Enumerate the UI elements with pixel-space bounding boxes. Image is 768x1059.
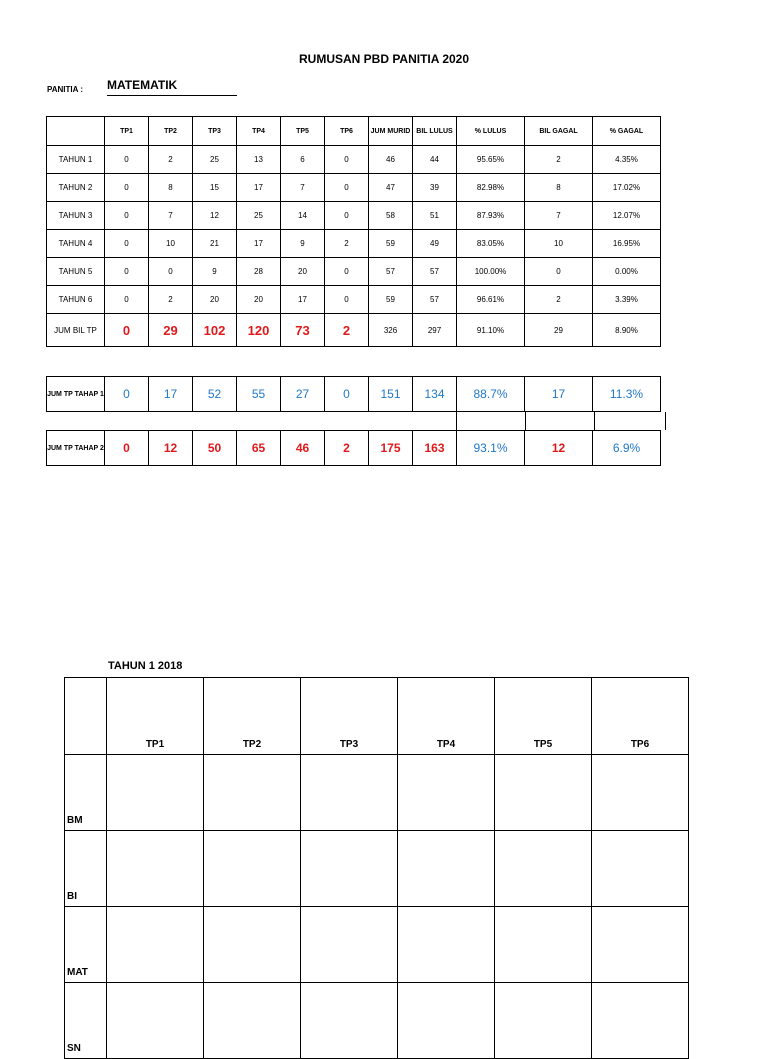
- total-cell: 2: [325, 314, 369, 347]
- table-cell: 44: [413, 146, 457, 174]
- table-cell: 0: [105, 174, 149, 202]
- table-cell: 57: [413, 258, 457, 286]
- total-cell: 91.10%: [457, 314, 525, 347]
- tahap1-cell: 0: [325, 377, 369, 412]
- table-cell: [107, 755, 204, 831]
- table-cell: 20: [281, 258, 325, 286]
- table-cell: [592, 983, 689, 1059]
- table-cell: 0: [525, 258, 593, 286]
- tahap1-cell: 27: [281, 377, 325, 412]
- subject-row: [65, 831, 689, 907]
- table-row: [47, 286, 661, 314]
- table-cell: 46: [369, 146, 413, 174]
- table-cell: 16.95%: [593, 230, 661, 258]
- table-cell: 0: [105, 286, 149, 314]
- table-cell: 47: [369, 174, 413, 202]
- table-cell: [398, 755, 495, 831]
- header-cell: TP4: [237, 117, 281, 146]
- table-cell: 10: [525, 230, 593, 258]
- tahap2-cell: 46: [281, 431, 325, 466]
- table-cell: 51: [413, 202, 457, 230]
- table-row: [47, 146, 661, 174]
- header-cell: [47, 117, 105, 146]
- table-cell: 13: [237, 146, 281, 174]
- table-cell: 83.05%: [457, 230, 525, 258]
- table-cell: 17: [237, 230, 281, 258]
- table-cell: 20: [193, 286, 237, 314]
- table-cell: [495, 755, 592, 831]
- table-cell: 0: [325, 174, 369, 202]
- total-cell: 8.90%: [593, 314, 661, 347]
- table-cell: 8: [525, 174, 593, 202]
- tahap1-label: JUM TP TAHAP 1: [47, 377, 105, 412]
- table-cell: [592, 755, 689, 831]
- table-row: [47, 202, 661, 230]
- tp-header-row: [65, 678, 689, 755]
- row-label: TAHUN 6: [47, 286, 105, 314]
- table-cell: 21: [193, 230, 237, 258]
- table-cell: 4.35%: [593, 146, 661, 174]
- table-cell: [204, 983, 301, 1059]
- table-cell: 57: [413, 286, 457, 314]
- tahap1-cell: 0: [105, 377, 149, 412]
- table-cell: [204, 907, 301, 983]
- table-cell: [592, 907, 689, 983]
- table-cell: 17.02%: [593, 174, 661, 202]
- table-cell: [495, 983, 592, 1059]
- header-row: [47, 117, 661, 146]
- table-cell: 2: [525, 286, 593, 314]
- tahap2-cell: 6.9%: [593, 431, 661, 466]
- table-cell: 2: [525, 146, 593, 174]
- table-cell: 25: [193, 146, 237, 174]
- tahap2-cell: 12: [525, 431, 593, 466]
- summary-table: [46, 116, 661, 347]
- table-cell: 28: [237, 258, 281, 286]
- header-cell: % LULUS: [457, 117, 525, 146]
- tahap2-cell: 93.1%: [457, 431, 525, 466]
- subject-label: BM: [65, 755, 107, 831]
- table-cell: 57: [369, 258, 413, 286]
- table-cell: 17: [237, 174, 281, 202]
- tahap1-cell: 11.3%: [593, 377, 661, 412]
- table-cell: 12: [193, 202, 237, 230]
- tahap2-cell: 175: [369, 431, 413, 466]
- table-cell: 95.65%: [457, 146, 525, 174]
- total-cell: 326: [369, 314, 413, 347]
- header-cell: TP3: [301, 678, 398, 755]
- table-cell: [592, 831, 689, 907]
- table-cell: [204, 755, 301, 831]
- tahap2-cell: 50: [193, 431, 237, 466]
- table-cell: 20: [237, 286, 281, 314]
- tahap2-cell: 163: [413, 431, 457, 466]
- header-cell: TP1: [105, 117, 149, 146]
- table-cell: 7: [149, 202, 193, 230]
- table-cell: 10: [149, 230, 193, 258]
- table-cell: 39: [413, 174, 457, 202]
- table-cell: 0: [105, 258, 149, 286]
- panitia-value: MATEMATIK: [107, 78, 237, 96]
- header-cell: BIL LULUS: [413, 117, 457, 146]
- header-cell: TP6: [325, 117, 369, 146]
- table-cell: 2: [149, 286, 193, 314]
- separator-lines: [456, 412, 666, 430]
- table-cell: 7: [525, 202, 593, 230]
- table-cell: 17: [281, 286, 325, 314]
- table-cell: 3.39%: [593, 286, 661, 314]
- row-label: TAHUN 1: [47, 146, 105, 174]
- header-cell: TP2: [204, 678, 301, 755]
- table-cell: [301, 907, 398, 983]
- table-cell: 7: [281, 174, 325, 202]
- subject-row: [65, 983, 689, 1059]
- table-cell: 59: [369, 286, 413, 314]
- total-cell: 73: [281, 314, 325, 347]
- header-cell: TP2: [149, 117, 193, 146]
- total-cell: 102: [193, 314, 237, 347]
- header-cell: JUM MURID: [369, 117, 413, 146]
- header-cell: % GAGAL: [593, 117, 661, 146]
- table-cell: [107, 831, 204, 907]
- table-cell: [398, 983, 495, 1059]
- tahap1-cell: 55: [237, 377, 281, 412]
- table-cell: [398, 831, 495, 907]
- header-cell: TP5: [281, 117, 325, 146]
- table-cell: 0: [325, 202, 369, 230]
- tahap1-cell: 88.7%: [457, 377, 525, 412]
- table-cell: [495, 831, 592, 907]
- tahap1-cell: 151: [369, 377, 413, 412]
- tahap2-table: [46, 430, 661, 466]
- table-cell: 100.00%: [457, 258, 525, 286]
- table-cell: 6: [281, 146, 325, 174]
- table-cell: [301, 831, 398, 907]
- table-cell: [301, 755, 398, 831]
- subject-label: SN: [65, 983, 107, 1059]
- total-cell: 297: [413, 314, 457, 347]
- tahap2-cell: 2: [325, 431, 369, 466]
- table-row: [47, 258, 661, 286]
- header-cell: TP6: [592, 678, 689, 755]
- tp-table: [64, 677, 689, 1059]
- table-cell: 12.07%: [593, 202, 661, 230]
- total-cell: 29: [525, 314, 593, 347]
- tahap2-row: [47, 431, 661, 466]
- row-label: TAHUN 5: [47, 258, 105, 286]
- header-cell: TP1: [107, 678, 204, 755]
- table-cell: [107, 907, 204, 983]
- row-label: TAHUN 2: [47, 174, 105, 202]
- tahap1-table: [46, 376, 661, 412]
- total-label: JUM BIL TP: [47, 314, 105, 347]
- subject-row: [65, 755, 689, 831]
- tahap2-cell: 12: [149, 431, 193, 466]
- table-cell: 0: [325, 286, 369, 314]
- table-cell: [398, 907, 495, 983]
- tahap1-cell: 17: [525, 377, 593, 412]
- table-cell: [301, 983, 398, 1059]
- table-cell: 2: [325, 230, 369, 258]
- table-cell: 0: [149, 258, 193, 286]
- tahap2-cell: 0: [105, 431, 149, 466]
- table-cell: 0: [105, 202, 149, 230]
- table-cell: 8: [149, 174, 193, 202]
- tahap1-row: [47, 377, 661, 412]
- tahap2-cell: 65: [237, 431, 281, 466]
- table-cell: [495, 907, 592, 983]
- table-cell: 49: [413, 230, 457, 258]
- table-cell: [107, 983, 204, 1059]
- tahap1-cell: 52: [193, 377, 237, 412]
- subject-label: MAT: [65, 907, 107, 983]
- table-cell: 0: [105, 146, 149, 174]
- header-cell: BIL GAGAL: [525, 117, 593, 146]
- table-cell: 14: [281, 202, 325, 230]
- table-cell: [204, 831, 301, 907]
- tahap1-cell: 17: [149, 377, 193, 412]
- table-row: [47, 174, 661, 202]
- panitia-label: PANITIA :: [47, 85, 83, 94]
- tahap2-label: JUM TP TAHAP 2: [47, 431, 105, 466]
- header-cell: TP3: [193, 117, 237, 146]
- header-cell: TP4: [398, 678, 495, 755]
- table-cell: 2: [149, 146, 193, 174]
- page-title: RUMUSAN PBD PANITIA 2020: [298, 52, 470, 66]
- table-cell: 0: [325, 258, 369, 286]
- table-cell: 0: [105, 230, 149, 258]
- table-cell: 58: [369, 202, 413, 230]
- total-cell: 29: [149, 314, 193, 347]
- subject-row: [65, 907, 689, 983]
- table-cell: 87.93%: [457, 202, 525, 230]
- row-label: TAHUN 3: [47, 202, 105, 230]
- row-label: TAHUN 4: [47, 230, 105, 258]
- table-cell: 9: [281, 230, 325, 258]
- table-row: [47, 230, 661, 258]
- table-cell: 96.61%: [457, 286, 525, 314]
- header-cell: TP5: [495, 678, 592, 755]
- header-cell: [65, 678, 107, 755]
- total-row: [47, 314, 661, 347]
- section-title: TAHUN 1 2018: [108, 660, 183, 672]
- total-cell: 0: [105, 314, 149, 347]
- table-cell: 82.98%: [457, 174, 525, 202]
- table-cell: 9: [193, 258, 237, 286]
- table-cell: 25: [237, 202, 281, 230]
- table-cell: 0.00%: [593, 258, 661, 286]
- subject-label: BI: [65, 831, 107, 907]
- total-cell: 120: [237, 314, 281, 347]
- tahap1-cell: 134: [413, 377, 457, 412]
- table-cell: 59: [369, 230, 413, 258]
- table-cell: 15: [193, 174, 237, 202]
- table-cell: 0: [325, 146, 369, 174]
